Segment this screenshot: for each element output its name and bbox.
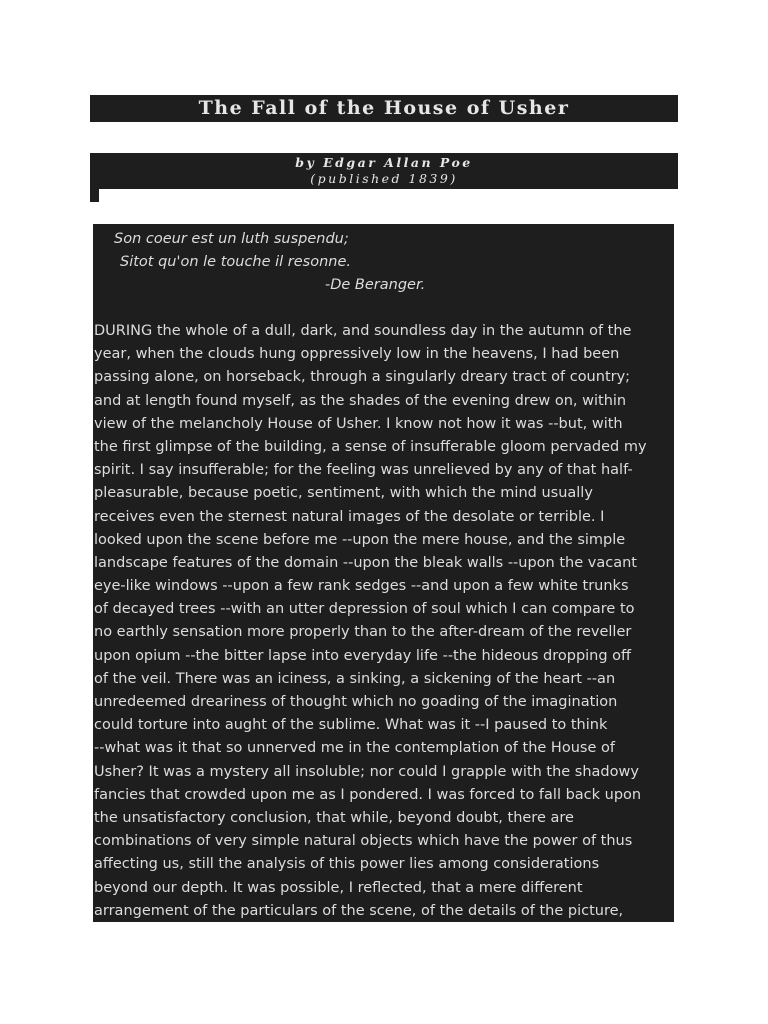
body-line: of the veil. There was an iciness, a sinking, a sickening of the heart --an <box>94 670 616 687</box>
body-line: and at length found myself, as the shades of the evening drew on, within <box>94 392 627 409</box>
byline-tab-decoration <box>90 189 99 202</box>
body-line: affecting us, still the analysis of this power lies among considerations <box>94 856 600 873</box>
body-line: combinations of very simple natural objects which have the power of thus <box>94 833 633 850</box>
body-line: --what was it that so unnerved me in the contemplation of the House of <box>94 740 615 757</box>
body-line: passing alone, on horseback, through a singularly dreary tract of country; <box>94 369 631 386</box>
body-line: spirit. I say insufferable; for the feeling was unrelieved by any of that half- <box>94 462 633 479</box>
body-line: of decayed trees --with an utter depression of soul which I can compare to <box>94 601 635 618</box>
body-line: pleasurable, because poetic, sentiment, with which the mind usually <box>94 485 593 502</box>
body-line: unredeemed dreariness of thought which no goading of the imagination <box>94 694 618 710</box>
body-line: fancies that crowded upon me as I pondered. I was forced to fall back upon <box>94 786 642 803</box>
body-line: Usher? It was a mystery all insoluble; nor could I grapple with the shadowy <box>94 763 639 780</box>
body-line: arrangement of the particulars of the scene, of the details of the picture, <box>94 902 624 919</box>
body-line: eye-like windows --upon a few rank sedges --and upon a few white trunks <box>94 578 629 595</box>
body-line: receives even the sternest natural images of the desolate or terrible. I <box>94 508 605 525</box>
published-line: (published 1839) <box>310 171 458 186</box>
epigraph-line: Son coeur est un luth suspendu; <box>114 231 349 247</box>
body-line: upon opium --the bitter lapse into everyday life --the hideous dropping off <box>94 647 632 664</box>
body-line: view of the melancholy House of Usher. I know not how it was --but, with <box>94 415 623 432</box>
body-line: could torture into aught of the sublime. What was it --I paused to think <box>94 717 608 734</box>
body-line: the unsatisfactory conclusion, that while, beyond doubt, there are <box>94 809 574 826</box>
author-line: by Edgar Allan Poe <box>295 155 473 170</box>
story-body <box>94 320 674 922</box>
body-line: DURING the whole of a dull, dark, and soundless day in the autumn of the <box>94 323 632 339</box>
document-title: The Fall of the House of Usher <box>90 95 678 122</box>
body-line: looked upon the scene before me --upon the mere house, and the simple <box>94 531 626 548</box>
body-line: beyond our depth. It was possible, I reflected, that a mere different <box>94 879 583 896</box>
byline-block <box>90 153 678 189</box>
body-line: landscape features of the domain --upon the bleak walls --upon the vacant <box>94 554 637 571</box>
epigraph-line: Sitot qu'on le touche il resonne. <box>120 254 352 270</box>
body-line: the first glimpse of the building, a sense of insufferable gloom pervaded my <box>94 438 647 455</box>
story-text-panel <box>93 224 674 922</box>
body-line: no earthly sensation more properly than to the after-dream of the reveller <box>94 624 632 641</box>
body-line: year, when the clouds hung oppressively low in the heavens, I had been <box>94 346 620 363</box>
epigraph-attribution: -De Beranger. <box>325 277 426 293</box>
